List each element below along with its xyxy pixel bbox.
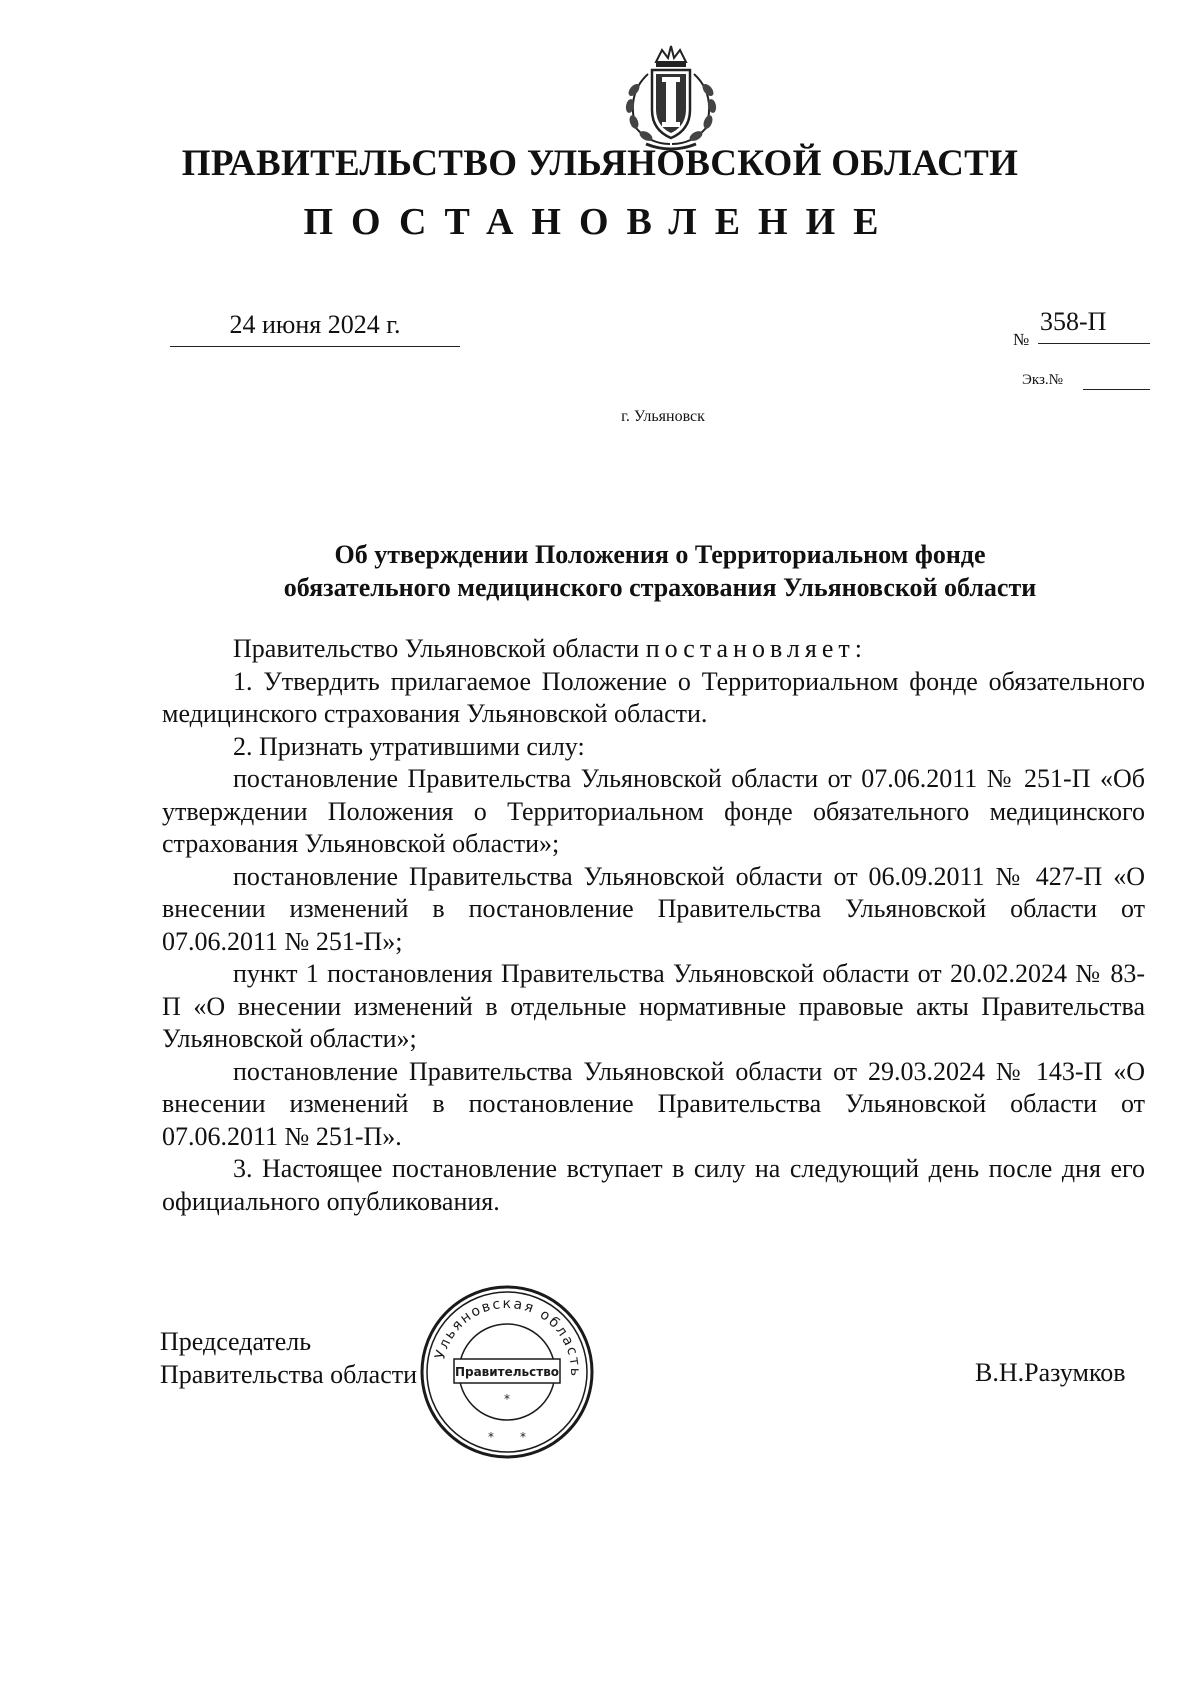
- copy-number-line: [1083, 389, 1150, 390]
- svg-text:*: *: [504, 1392, 510, 1406]
- city: г. Ульяновск: [621, 408, 705, 425]
- copy-number-label: Экз.№: [1022, 372, 1063, 388]
- signer-title-line-1: Председатель: [160, 1327, 312, 1356]
- government-title: ПРАВИТЕЛЬСТВО УЛЬЯНОВСКОЙ ОБЛАСТИ: [181, 143, 1019, 184]
- document-date: 24 июня 2024 г.: [170, 310, 460, 347]
- document-subject: [160, 538, 1160, 604]
- repeal-4: постановление Правительства Ульяновской области от 29.03.2024 № 143-П «О внесении изменений в постановление Правительства Ульяновской области от 07.06.2011 № 251-П».: [162, 1056, 1145, 1151]
- preamble: [162, 633, 1145, 666]
- svg-text:*: *: [520, 1430, 526, 1444]
- repeal-2: постановление Правительства Ульяновской области от 06.09.2011 № 427-П «О внесении изменений в постановление Правительства Ульяновской области от 07.06.2011 № 251-П»;: [162, 861, 1145, 956]
- repeal-1: постановление Правительства Ульяновской области от 07.06.2011 № 251-П «Об утверждении Положения о Территориальном фонде обязательного медицинского страхования Ульяновской области»;: [162, 764, 1145, 858]
- signer-title-line-2: Правительства области: [160, 1360, 418, 1389]
- seal-ring-text: Ульяновская область: [432, 1295, 584, 1379]
- subject-line-1: Об утверждении Положения о Территориальном фонде: [334, 540, 986, 569]
- official-seal: [418, 1283, 596, 1461]
- coat-of-arms-icon: [612, 44, 730, 154]
- seal-center-text: Правительство: [454, 1365, 560, 1379]
- document-type: ПОСТАНОВЛЕНИЕ: [303, 201, 897, 243]
- document-body: [162, 633, 1145, 1218]
- item-2: 2. Признать утратившими силу:: [233, 731, 585, 761]
- preamble-start: Правительство Ульяновской области: [233, 634, 640, 663]
- svg-text:*: *: [488, 1430, 494, 1444]
- preamble-decree: постановляет:: [645, 634, 867, 663]
- item-1: 1. Утвердить прилагаемое Положение о Территориальном фонде обязательного медицинского страхования Ульяновской области.: [162, 666, 1145, 728]
- item-3: 3. Настоящее постановление вступает в силу на следующий день после дня его официального опубликования.: [162, 1154, 1145, 1216]
- signer-name: В.Н.Разумков: [975, 1358, 1126, 1387]
- document-number: 358-П: [1038, 307, 1150, 344]
- signer-title: [160, 1325, 417, 1391]
- subject-line-2: обязательного медицинского страхования Ульяновской области: [283, 573, 1037, 602]
- number-label: №: [1013, 330, 1030, 349]
- repeal-3: пункт 1 постановления Правительства Ульяновской области от 20.02.2024 № 83-П «О внесении изменений в отдельные нормативные правовые акты Правительства Ульяновской области»;: [162, 959, 1145, 1053]
